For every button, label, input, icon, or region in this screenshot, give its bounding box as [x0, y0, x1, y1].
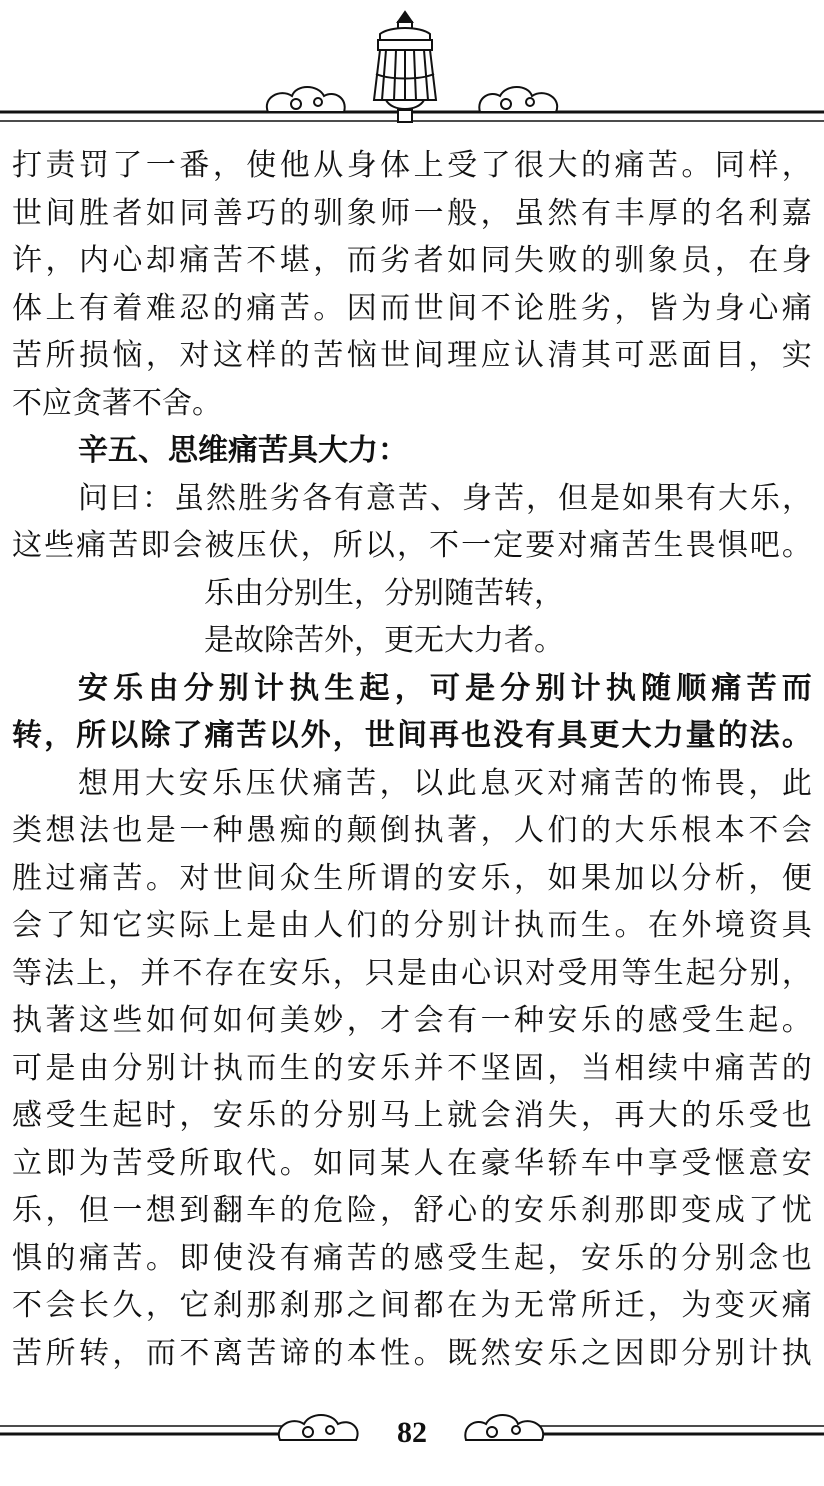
text-line: 辛五、思维痛苦具大力：	[78, 433, 408, 468]
text-line: 不 会 长 久 ， 它 刹 那 刹 那 之 间 都 在 为 无 常 所 迁 ， 为 变 灭 痛	[12, 1288, 812, 1323]
text-line: 感 受 生 起 时 ， 安 乐 的 分 别 马 上 就 会 消 失 ， 再 大 的 乐 受 也	[12, 1098, 812, 1133]
text-line: 许 ， 内 心 却 痛 苦 不 堪 ， 而 劣 者 如 同 失 败 的 驯 象 员 ， 在 身	[12, 243, 812, 278]
text-line: 不应贪著不舍。	[12, 385, 222, 421]
page-header	[0, 0, 824, 140]
text-line: 世 间 胜 者 如 同 善 巧 的 驯 象 师 一 般 ， 虽 然 有 丰 厚 的 名 利 嘉	[12, 195, 812, 231]
text-line: 安 乐 由 分 别 计 执 生 起 ， 可 是 分 别 计 执 随 顺 痛 苦 而	[78, 670, 812, 706]
victory-banner-icon	[374, 12, 436, 122]
page-body	[12, 142, 812, 1377]
page-number: 82	[397, 1416, 427, 1449]
text-line: 会 了 知 它 实 际 上 是 由 人 们 的 分 别 计 执 而 生 。 在 外 境 资 具	[12, 908, 812, 943]
text-line: 转 ， 所 以 除 了 痛 苦 以 外 ， 世 间 再 也 没 有 具 更 大 力 量 的 法 。	[12, 718, 812, 753]
cloud-icon	[479, 87, 557, 112]
text-line: 想 用 大 安 乐 压 伏 痛 苦 ， 以 此 息 灭 对 痛 苦 的 怖 畏 ， 此	[78, 765, 812, 801]
text-line: 乐由分别生，分别随苦转，	[204, 575, 564, 611]
text-line: 执 著 这 些 如 何 如 何 美 妙 ， 才 会 有 一 种 安 乐 的 感 受 生 起 。	[12, 1003, 812, 1038]
text-line: 问 曰 ： 虽 然 胜 劣 各 有 意 苦 、 身 苦 ， 但 是 如 果 有 大 乐 ，	[78, 480, 812, 516]
cloud-icon	[267, 87, 345, 112]
text-line: 这 些 痛 苦 即 会 被 压 伏 ， 所 以 ， 不 一 定 要 对 痛 苦 生 畏 惧 吧 。	[12, 528, 812, 563]
text-line: 苦 所 转 ， 而 不 离 苦 谛 的 本 性 。 既 然 安 乐 之 因 即 分 别 计 执	[12, 1335, 812, 1371]
header-ornament	[0, 0, 824, 140]
text-line: 是故除苦外，更无大力者。	[204, 623, 564, 658]
text-line: 惧 的 痛 苦 。 即 使 没 有 痛 苦 的 感 受 生 起 ， 安 乐 的 分 别 念 也	[12, 1240, 812, 1276]
text-line: 打 责 罚 了 一 番 ， 使 他 从 身 体 上 受 了 很 大 的 痛 苦 。 同 样 ，	[12, 148, 812, 183]
text-line: 胜 过 痛 苦 。 对 世 间 众 生 所 谓 的 安 乐 ， 如 果 加 以 分 析 ， 便	[12, 860, 812, 896]
text-line: 苦 所 损 恼 ， 对 这 样 的 苦 恼 世 间 理 应 认 清 其 可 恶 面 目 ， 实	[12, 338, 812, 373]
text-line: 等 法 上 ， 并 不 存 在 安 乐 ， 只 是 由 心 识 对 受 用 等 生 起 分 别 ，	[12, 955, 812, 991]
text-line: 乐 ， 但 一 想 到 翻 车 的 危 险 ， 舒 心 的 安 乐 刹 那 即 变 成 了 忧	[12, 1193, 812, 1228]
text-line: 可 是 由 分 别 计 执 而 生 的 安 乐 并 不 坚 固 ， 当 相 续 中 痛 苦 的	[12, 1050, 812, 1086]
text-line: 类 想 法 也 是 一 种 愚 痴 的 颠 倒 执 著 ， 人 们 的 大 乐 根 本 不 会	[12, 813, 812, 848]
text-line: 体 上 有 着 难 忍 的 痛 苦 。 因 而 世 间 不 论 胜 劣 ， 皆 为 身 心 痛	[12, 290, 812, 326]
text-line: 立 即 为 苦 受 所 取 代 。 如 同 某 人 在 豪 华 轿 车 中 享 受 惬 意 安	[12, 1145, 812, 1181]
